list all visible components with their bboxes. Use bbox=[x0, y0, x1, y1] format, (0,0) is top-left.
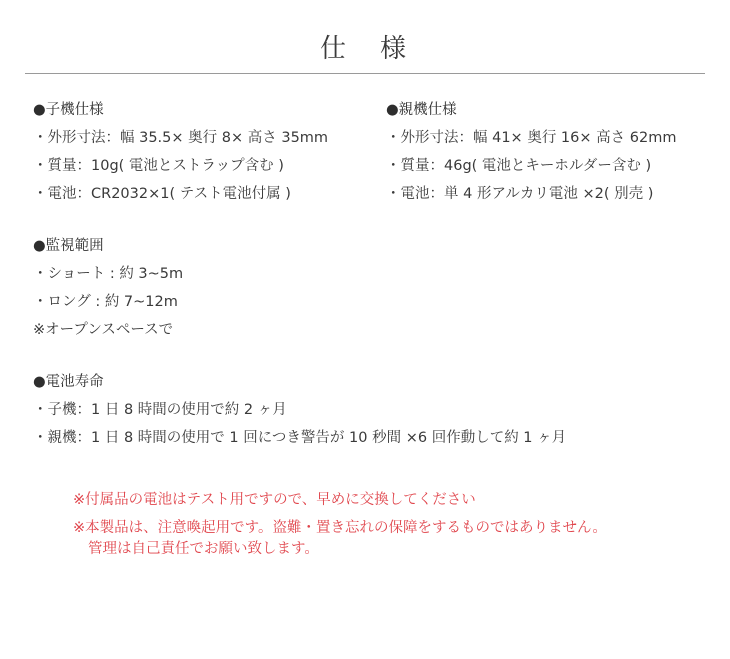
battery-child: ・子機：1 日 8 時間の使用で約 2 ヶ月 bbox=[33, 402, 287, 418]
range-long: ・ロング : 約 7~12m bbox=[33, 294, 178, 310]
parent-spec-dimensions: ・外形寸法：幅 41× 奥行 16× 高さ 62mm bbox=[386, 130, 677, 146]
battery-section bbox=[33, 368, 566, 452]
range-heading: ●監視範囲 bbox=[33, 238, 104, 254]
parent-spec-weight: ・質量：46g( 電池とキーホルダー含む ) bbox=[386, 158, 652, 174]
battery-heading: ●電池寿命 bbox=[33, 374, 104, 390]
child-spec-weight: ・質量：10g( 電池とストラップ含む ) bbox=[33, 158, 284, 174]
child-spec-heading: ●子機仕様 bbox=[33, 102, 104, 118]
note-disclaimer: ※本製品は、注意喚起用です。盗難・置き忘れの保障をするものではありません。 bbox=[73, 520, 607, 536]
notes-section bbox=[73, 490, 607, 560]
parent-spec-battery: ・電池：単 4 形アルカリ電池 ×2( 別売 ) bbox=[386, 186, 654, 202]
note-responsibility: 管理は自己責任でお願い致します。 bbox=[88, 541, 319, 557]
range-section bbox=[33, 232, 183, 344]
title-divider bbox=[25, 73, 705, 74]
note-battery: ※付属品の電池はテスト用ですので、早めに交換してください bbox=[73, 492, 476, 508]
range-short: ・ショート : 約 3~5m bbox=[33, 266, 184, 282]
battery-parent: ・親機：1 日 8 時間の使用で 1 回につき警告が 10 秒間 ×6 回作動して約 1 ヶ月 bbox=[33, 430, 567, 446]
child-spec-battery: ・電池：CR2032×1( テスト電池付属 ) bbox=[33, 186, 291, 202]
parent-spec-heading: ●親機仕様 bbox=[386, 102, 457, 118]
child-spec-dimensions: ・外形寸法：幅 35.5× 奥行 8× 高さ 35mm bbox=[33, 130, 329, 146]
range-note: ※オープンスペースで bbox=[33, 322, 174, 338]
parent-spec-section bbox=[386, 96, 676, 208]
page-title: 仕 様 bbox=[319, 34, 410, 64]
child-spec-section bbox=[33, 96, 328, 208]
